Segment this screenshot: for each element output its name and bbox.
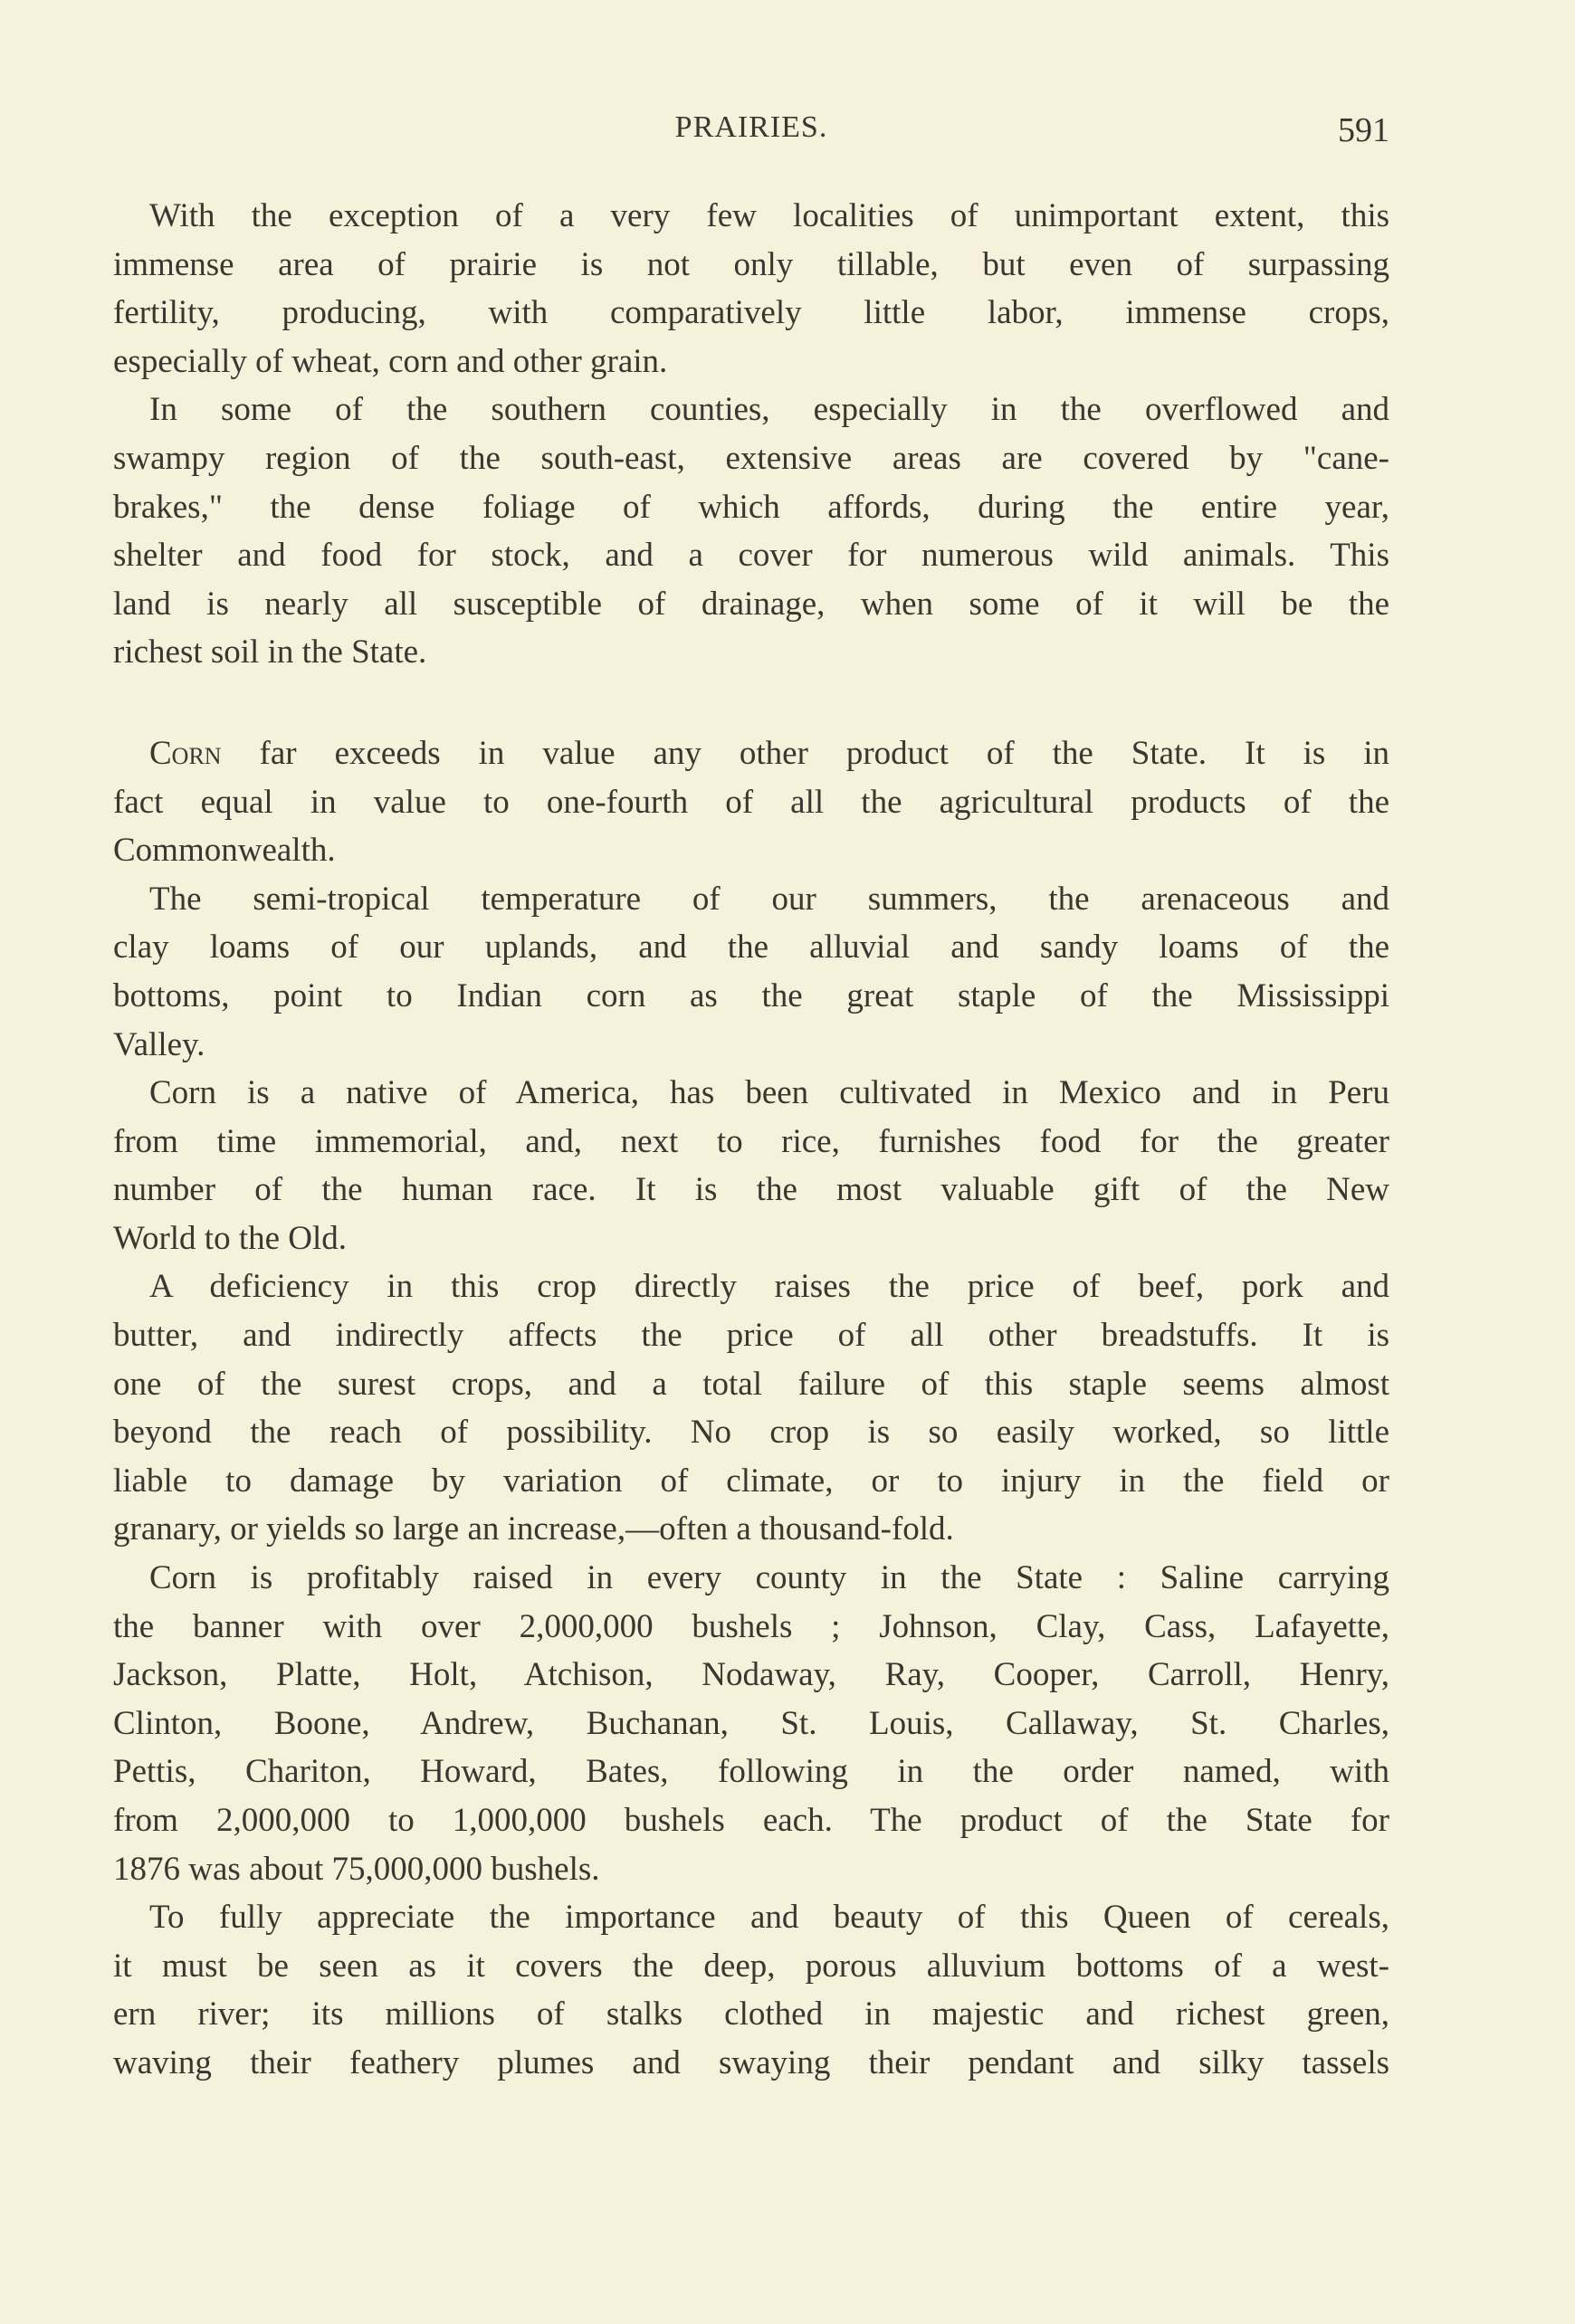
text-line: A deficiency in this crop directly raises the price of beef, pork and	[149, 1268, 1389, 1306]
section-break	[113, 677, 1389, 729]
text-line: brakes," the dense foliage of which affords, during the entire year,	[113, 488, 1389, 526]
text-line: Corn is a native of America, has been cultivated in Mexico and in Peru	[149, 1074, 1389, 1112]
text-line: richest soil in the State.	[113, 633, 427, 671]
running-head: PRAIRIES.	[674, 110, 828, 144]
text-line: it must be seen as it covers the deep, porous alluvium bottoms of a west-	[113, 1947, 1389, 1985]
page-number: 591	[1338, 111, 1389, 149]
paragraph	[113, 1262, 1389, 1554]
text-line: from 2,000,000 to 1,000,000 bushels each. The product of the State for	[113, 1802, 1389, 1839]
paragraph	[113, 875, 1389, 1069]
text-line: number of the human race. It is the most valuable gift of the New	[113, 1171, 1389, 1209]
text-line: Pettis, Chariton, Howard, Bates, following in the order named, with	[113, 1753, 1389, 1791]
page-header	[113, 110, 1389, 156]
text-line: ern river; its millions of stalks clothed in majestic and richest green,	[113, 1995, 1389, 2034]
text-line: fertility, producing, with comparatively little labor, immense crops,	[113, 294, 1389, 332]
page-body	[113, 192, 1389, 2088]
paragraph	[113, 729, 1389, 875]
text-line: Jackson, Platte, Holt, Atchison, Nodaway, Ray, Cooper, Carroll, Henry,	[113, 1656, 1389, 1694]
text-line	[113, 729, 1389, 778]
text-line: the banner with over 2,000,000 bushels ; Johnson, Clay, Cass, Lafayette,	[113, 1607, 1389, 1645]
text-line: bottoms, point to Indian corn as the great staple of the Mississippi	[113, 976, 1389, 1014]
small-caps-lead: Corn	[149, 734, 222, 772]
text-line: beyond the reach of possibility. No crop is so easily worked, so little	[113, 1414, 1389, 1452]
text-line: 1876 was about 75,000,000 bushels.	[113, 1850, 600, 1888]
text-line: waving their feathery plumes and swaying their pendant and silky tassels	[113, 2043, 1389, 2081]
line-text: far exceeds in value any other product of the State. It is in	[221, 734, 1389, 772]
text-line: fact equal in value to one-fourth of all the agricultural products of the	[113, 783, 1389, 821]
text-line: from time immemorial, and, next to rice, furnishes food for the greater	[113, 1122, 1389, 1160]
text-line: With the exception of a very few localities of unimportant extent, this	[149, 197, 1389, 234]
paragraph	[113, 192, 1389, 386]
text-line: granary, or yields so large an increase,—often a thousand-fold.	[113, 1510, 954, 1548]
text-line: liable to damage by variation of climate, or to injury in the field or	[113, 1462, 1389, 1500]
paragraph	[113, 1554, 1389, 1893]
text-line: Corn is profitably raised in every county in the State : Saline carrying	[149, 1559, 1389, 1597]
text-line: Commonwealth.	[113, 832, 336, 870]
text-line: clay loams of our uplands, and the alluvial and sandy loams of the	[113, 929, 1389, 967]
paragraph	[113, 386, 1389, 677]
text-line: The semi-tropical temperature of our summers, the arenaceous and	[149, 880, 1389, 918]
text-line: In some of the southern counties, especially in the overflowed and	[149, 391, 1389, 429]
text-line: immense area of prairie is not only tillable, but even of surpassing	[113, 245, 1389, 283]
text-line: World to the Old.	[113, 1219, 348, 1257]
text-line: one of the surest crops, and a total failure of this staple seems almost	[113, 1365, 1389, 1403]
text-line: shelter and food for stock, and a cover for numerous wild animals. This	[113, 537, 1389, 575]
paragraph	[113, 1069, 1389, 1262]
text-line: To fully appreciate the importance and beauty of this Queen of cereals,	[149, 1899, 1389, 1937]
text-line: land is nearly all susceptible of drainage, when some of it will be the	[113, 585, 1389, 623]
text-line: Valley.	[113, 1025, 205, 1063]
text-line: butter, and indirectly affects the price of all other breadstuffs. It is	[113, 1317, 1389, 1355]
text-line: especially of wheat, corn and other grain.	[113, 342, 668, 380]
text-line: swampy region of the south-east, extensive areas are covered by "cane-	[113, 439, 1389, 477]
text-line: Clinton, Boone, Andrew, Buchanan, St. Louis, Callaway, St. Charles,	[113, 1704, 1389, 1742]
paragraph	[113, 1893, 1389, 2087]
